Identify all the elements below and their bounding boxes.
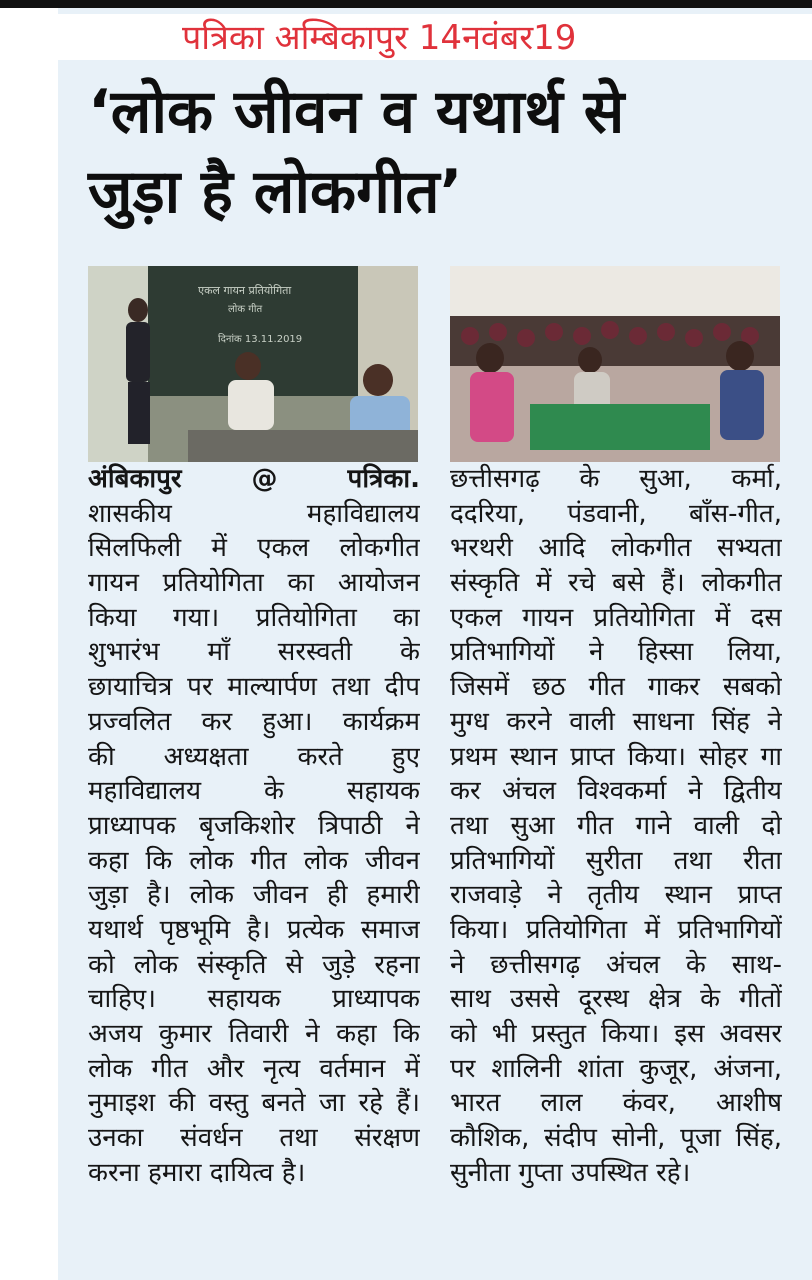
- event-stage-photo: [88, 266, 418, 462]
- article-right-line: मुग्ध करने वाली साधना सिंह ने: [450, 706, 782, 737]
- article-left-line: प्रज्वलित कर हुआ। कार्यक्रम: [88, 706, 420, 737]
- board-text-line-1: एकल गायन प्रतियोगिता: [198, 284, 292, 297]
- article-left-line: यथार्थ पृष्ठभूमि है। प्रत्येक समाज: [88, 914, 420, 945]
- article-left-line: गायन प्रतियोगिता का आयोजन: [88, 568, 420, 599]
- article-left-line: कहा कि लोक गीत लोक जीवन: [88, 845, 420, 876]
- article-left-line: करना हमारा दायित्व है।: [88, 1157, 306, 1188]
- board-text-line-3: दिनांक 13.11.2019: [218, 334, 303, 345]
- article-left-line: नुमाइश की वस्तु बनते जा रहे हैं।: [88, 1088, 420, 1119]
- article-right-line: साथ उससे दूरस्थ क्षेत्र के गीतों: [450, 984, 782, 1015]
- article-right-line: भरथरी आदि लोकगीत सभ्यता: [450, 533, 782, 564]
- headline-line-1: ‘लोक जीवन व यथार्थ से: [88, 77, 625, 147]
- article-right-line: कौशिक, संदीप सोनी, पूजा सिंह,: [450, 1123, 782, 1154]
- article-left-line: शुभारंभ माँ सरस्वती के: [88, 637, 420, 668]
- article-right-line: सुनीता गुप्ता उपस्थित रहे।: [450, 1157, 691, 1188]
- article-right-line: भारत लाल कंवर, आशीष: [450, 1088, 782, 1119]
- audience-photo: [450, 266, 780, 462]
- board-text-line-2: लोक गीत: [228, 304, 263, 315]
- article-left-line: सिलफिली में एकल लोकगीत: [88, 533, 420, 564]
- article-right-line: संस्कृति में रचे बसे हैं। लोकगीत: [450, 568, 782, 599]
- article-right-line: किया। प्रतियोगिता में प्रतिभागियों: [450, 914, 782, 945]
- article-left-line: प्राध्यापक बृजकिशोर त्रिपाठी ने: [88, 810, 420, 841]
- article-right-line: पर शालिनी शांता कुजूर, अंजना,: [450, 1053, 782, 1084]
- article-right-line: को भी प्रस्तुत किया। इस अवसर: [450, 1019, 782, 1049]
- top-edge-bar: [0, 0, 812, 8]
- article-right-line: एकल गायन प्रतियोगिता में दस: [450, 602, 782, 633]
- article-right-line: प्रतिभागियों सुरीता तथा रीता: [450, 845, 782, 876]
- article-left-line: चाहिए। सहायक प्राध्यापक: [88, 984, 420, 1015]
- masthead-label: पत्रिका अम्बिकापुर 14नवंबर19: [182, 18, 577, 58]
- article-left-line: जुड़ा है। लोक जीवन ही हमारी: [88, 880, 420, 911]
- article-right-line: कर अंचल विश्वकर्मा ने द्वितीय: [450, 776, 782, 807]
- headline-line-2: जुड़ा है लोकगीत’: [88, 157, 463, 227]
- article-left-line: शासकीय महाविद्यालय: [88, 498, 420, 529]
- article-right-line: छत्तीसगढ़ के सुआ, कर्मा,: [450, 464, 782, 494]
- article-right-line: तथा सुआ गीत गाने वाली दो: [450, 810, 782, 841]
- article-right-line: प्रथम स्थान प्राप्त किया। सोहर गा: [450, 741, 782, 772]
- article-left-line: किया गया। प्रतियोगिता का: [88, 602, 420, 633]
- article-left-line: लोक गीत और नृत्य वर्तमान में: [88, 1053, 420, 1084]
- audience-photo-drawing: [450, 266, 780, 462]
- article-right-line: राजवाड़े ने तृतीय स्थान प्राप्त: [450, 880, 782, 911]
- article-column-left: [88, 462, 420, 1190]
- article-left-line: उनका संवर्धन तथा संरक्षण: [88, 1123, 420, 1154]
- article-left-line: छायाचित्र पर माल्यार्पण तथा दीप: [88, 672, 420, 703]
- article-left-line: अंबिकापुर @ पत्रिका.: [88, 464, 420, 494]
- article-left-line: अजय कुमार तिवारी ने कहा कि: [88, 1019, 420, 1049]
- article-left-line: महाविद्यालय के सहायक: [88, 776, 420, 807]
- article-left-line: की अध्यक्षता करते हुए: [88, 741, 420, 772]
- event-stage-photo-drawing: [88, 266, 418, 462]
- article-right-line: ने छत्तीसगढ़ अंचल के साथ-: [450, 949, 782, 980]
- article-right-line: ददरिया, पंडवानी, बाँस-गीत,: [450, 498, 782, 529]
- headline: [88, 72, 788, 232]
- article-right-line: जिसमें छठ गीत गाकर सबको: [450, 672, 782, 703]
- article-column-right: [450, 462, 782, 1190]
- article-left-line: को लोक संस्कृति से जुड़े रहना: [88, 949, 420, 980]
- article-right-line: प्रतिभागियों ने हिस्सा लिया,: [450, 637, 782, 668]
